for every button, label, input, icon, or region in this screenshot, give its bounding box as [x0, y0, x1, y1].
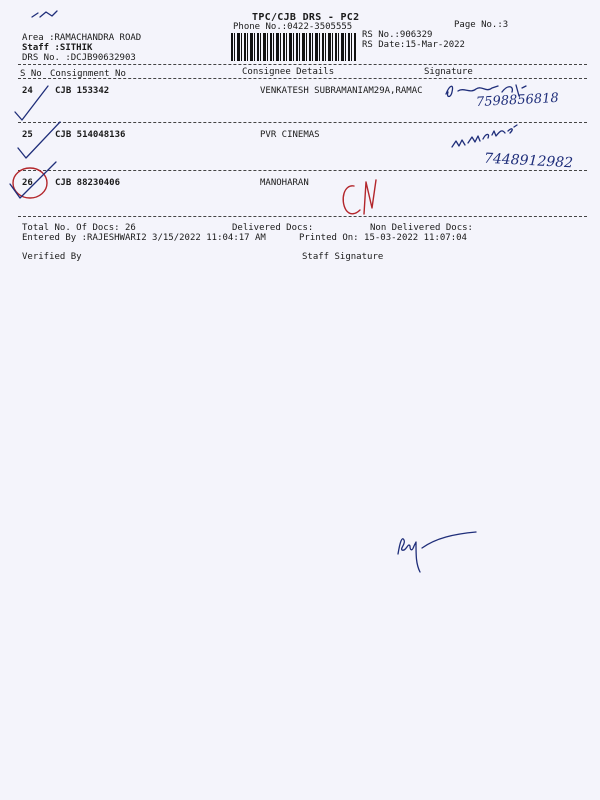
footer-rule [18, 216, 587, 217]
row-25-consignee: PVR CINEMAS [260, 130, 320, 140]
delivered-docs: Delivered Docs: [232, 223, 314, 233]
col-header-consignment: Consignment No [50, 69, 126, 79]
row-25-phone: 7448912982 [483, 150, 574, 172]
total-docs: Total No. Of Docs: 26 [22, 223, 136, 233]
barcode [231, 33, 356, 61]
rs-number: RS No.:906329 [362, 30, 433, 40]
header-rule-bottom [18, 78, 587, 79]
col-header-sno: S No [20, 69, 42, 79]
header-rule-top [18, 64, 587, 65]
row-25-consignment: CJB 514048136 [55, 130, 126, 140]
row-26-cn-mark [338, 178, 384, 218]
drs-number: DRS No. :DCJB90632903 [22, 53, 136, 63]
rs-date: RS Date:15-Mar-2022 [362, 40, 465, 50]
row-24-phone: 7598856818 [475, 90, 560, 111]
row-25-tick-mark [14, 118, 64, 162]
corner-scribble-mark [30, 8, 60, 22]
col-header-consignee: Consignee Details [242, 67, 335, 77]
printed-on: Printed On: 15-03-2022 11:07:04 [299, 233, 467, 243]
row-25-signature [450, 125, 520, 151]
page-number: Page No.:3 [454, 20, 509, 30]
row-26-consignment: CJB 88230406 [55, 178, 121, 188]
area-field: Area :RAMACHANDRA ROAD [22, 33, 142, 43]
entered-by: Entered By :RAJESHWARI2 3/15/2022 11:04:17 AM [22, 233, 266, 243]
staff-signature-label: Staff Signature [302, 252, 384, 262]
document-title: TPC/CJB DRS - PC2 [252, 12, 360, 23]
row-26-sno: 26 [22, 178, 33, 188]
row-24-consignee: VENKATESH SUBRAMANIAM29A,RAMAC [260, 86, 423, 96]
verifier-signature [392, 528, 482, 578]
row-24-divider [18, 122, 587, 123]
non-delivered-docs: Non Delivered Docs: [370, 223, 473, 233]
row-25-sno: 25 [22, 130, 33, 140]
row-24-sno: 24 [22, 86, 33, 96]
row-26-circle-tick-mark [6, 158, 58, 204]
staff-field: Staff :SITHIK [22, 43, 93, 53]
row-24-consignment: CJB 153342 [55, 86, 110, 96]
row-25-divider [18, 170, 587, 171]
col-header-signature: Signature [424, 67, 473, 77]
verified-by: Verified By [22, 252, 82, 262]
row-26-consignee: MANOHARAN [260, 178, 309, 188]
phone-number: Phone No.:0422-3505555 [233, 22, 353, 32]
